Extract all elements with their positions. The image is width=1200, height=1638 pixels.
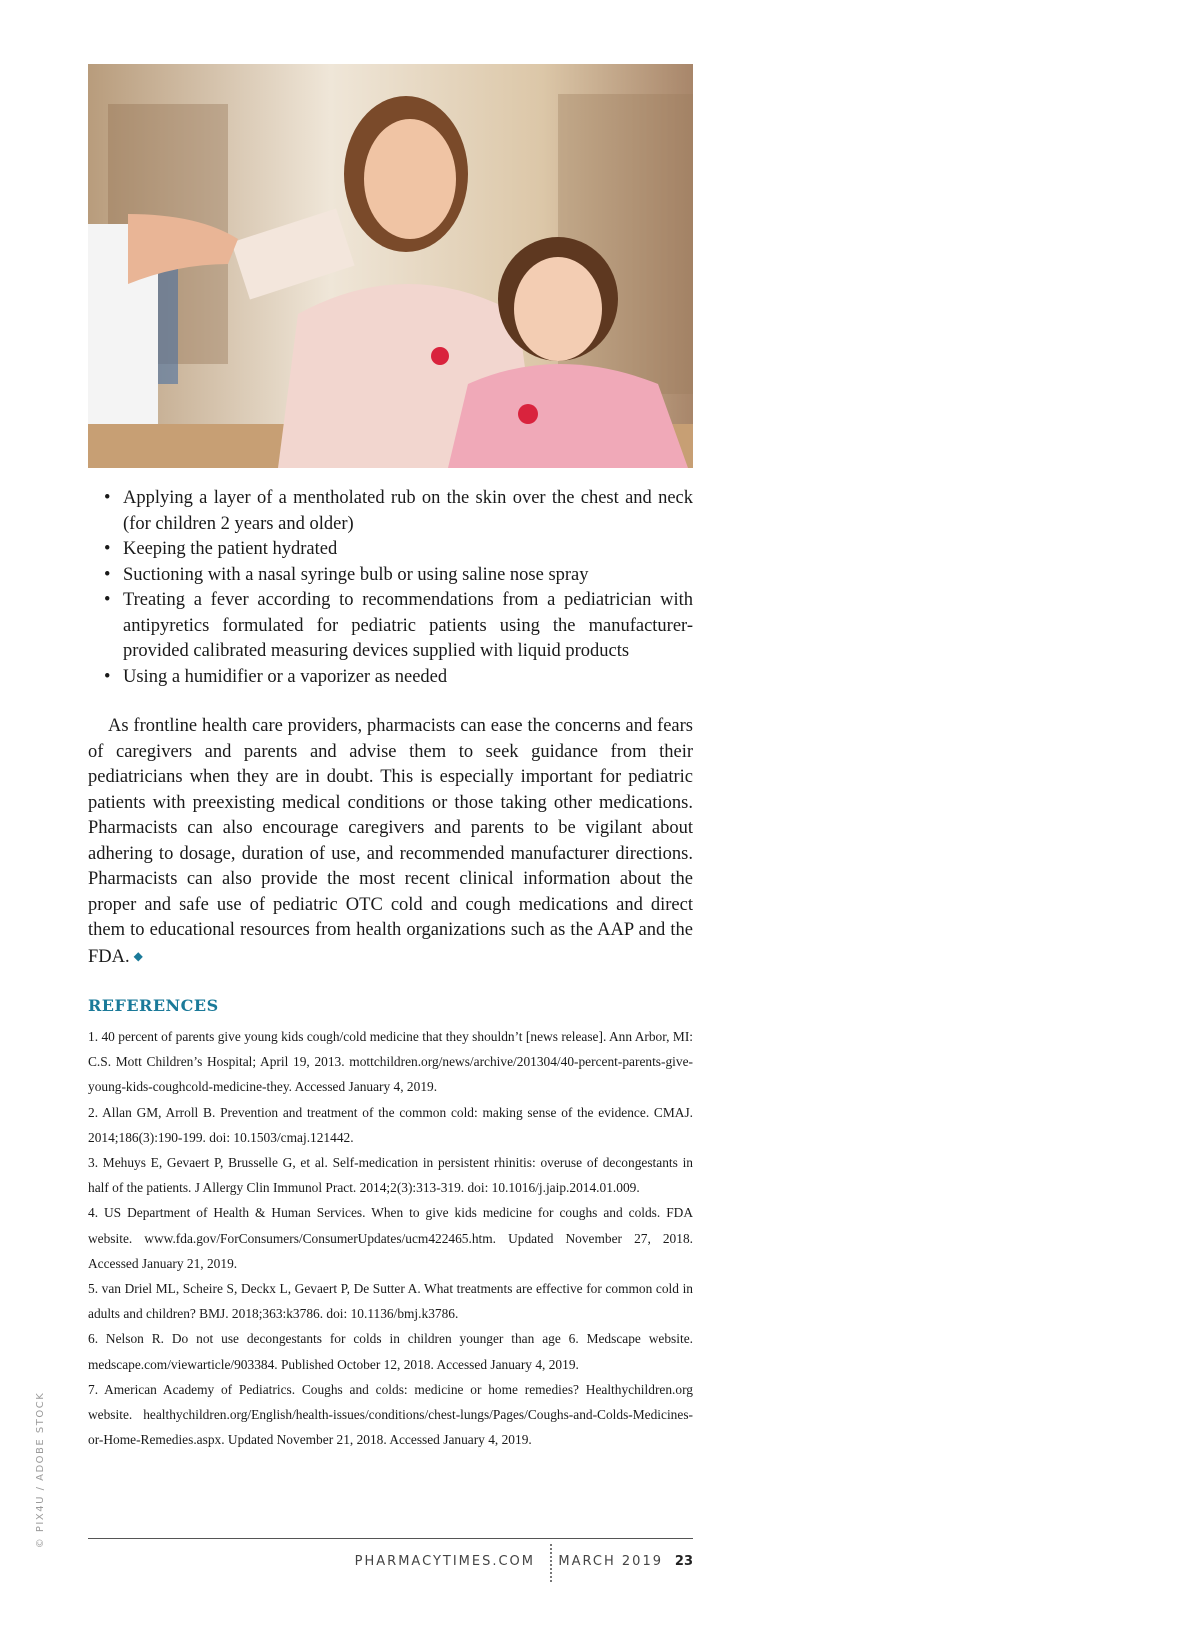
references-heading: REFERENCES xyxy=(88,996,219,1015)
article-photo xyxy=(88,64,693,468)
reference-item: 5. van Driel ML, Scheire S, Deckx L, Gevaert P, De Sutter A. What treatments are effective for common cold in adults and children? BMJ. 2018;363:k3786. doi: 10.1136/bmj.k3786. xyxy=(88,1281,693,1322)
diamond-icon: ◆ xyxy=(133,948,143,963)
body-paragraph: As frontline health care providers, pharmacists can ease the concerns and fears of caregivers and parents and advise them to seek guidance from their pediatricians when they are in doubt. This is especially important for pediatric patients with preexisting medical conditions or those taking other medications. Pharmacists can also encourage caregivers and parents to be vigilant about adhering to dosage, duration of use, and recommended manufacturer directions. Pharmacists can also provide the most recent clinical information about the proper and safe use of pediatric OTC cold and cough medications and direct them to educational resources from health organizations such as the AAP and the FDA. ◆ xyxy=(88,716,693,967)
footer-site: PHARMACYTIMES.COM xyxy=(354,1554,535,1569)
list-item: • Using a humidifier or a vaporizer as needed xyxy=(104,665,693,691)
reference-item: 3. Mehuys E, Gevaert P, Brusselle G, et al. Self-medication in persistent rhinitis: overuse of decongestants in half of the patients. J Allergy Clin Immunol Pract. 2014;2(3):313-319. doi: 10.1016/j.jaip.2014.01.009. xyxy=(88,1155,693,1196)
bullet-icon: • xyxy=(104,666,111,687)
footer-divider xyxy=(88,1538,693,1539)
references-list xyxy=(88,1024,693,1452)
bullet-icon: • xyxy=(104,539,111,559)
page-number: 23 xyxy=(674,1554,693,1569)
list-item: • Suctioning with a nasal syringe bulb or using saline nose spray xyxy=(104,563,693,589)
bullet-icon: • xyxy=(104,564,111,585)
pharmacy-photo-illustration xyxy=(88,64,693,468)
reference-item: 6. Nelson R. Do not use decongestants for colds in children younger than age 6. Medscape website. medscape.com/viewarticle/903384. Published October 12, 2018. Accessed January 4, 2019. xyxy=(88,1331,693,1372)
footer-date: MARCH 2019 xyxy=(558,1554,663,1569)
page-footer xyxy=(88,1554,693,1578)
list-item: • Treating a fever according to recommendations from a pediatrician with antipyretics formulated for pediatric patients using the manufacturer-provided calibrated measuring devices supplied with liquid products xyxy=(104,590,693,661)
reference-item: 1. 40 percent of parents give young kids cough/cold medicine that they shouldn’t [news release]. Ann Arbor, MI: C.S. Mott Children’s Hospital; April 19, 2013. mottchildren.org/news/archive/201304/40-percent-parents-give-young-kids-coughcold-medicine-they. Accessed January 4, 2019. xyxy=(88,1029,693,1095)
reference-item: 7. American Academy of Pediatrics. Coughs and colds: medicine or home remedies? Healthychildren.org website. healthychildren.org/English/health-issues/conditions/chest-lungs/Pages/Coughs-and-Colds-Medicines-or-Home-Remedies.aspx. Updated November 21, 2018. Accessed January 4, 2019. xyxy=(88,1381,693,1448)
photo-credit: © PIX4U / ADOBE STOCK xyxy=(35,1391,46,1549)
reference-item: 4. US Department of Health & Human Services. When to give kids medicine for coughs and colds. FDA website. www.fda.gov/ForConsumers/ConsumerUpdates/ucm422465.htm. Updated November 27, 2018. Accessed January 21, 2019. xyxy=(88,1205,693,1271)
list-item: • Applying a layer of a mentholated rub on the skin over the chest and neck (for children 2 years and older) xyxy=(104,488,693,534)
bullet-icon: • xyxy=(104,590,111,610)
recommendations-list xyxy=(104,486,693,690)
list-item: • Keeping the patient hydrated xyxy=(104,537,693,563)
footer-separator xyxy=(550,1544,552,1582)
bullet-icon: • xyxy=(104,488,111,508)
reference-item: 2. Allan GM, Arroll B. Prevention and treatment of the common cold: making sense of the evidence. CMAJ. 2014;186(3):190-199. doi: 10.1503/cmaj.121442. xyxy=(88,1104,693,1145)
